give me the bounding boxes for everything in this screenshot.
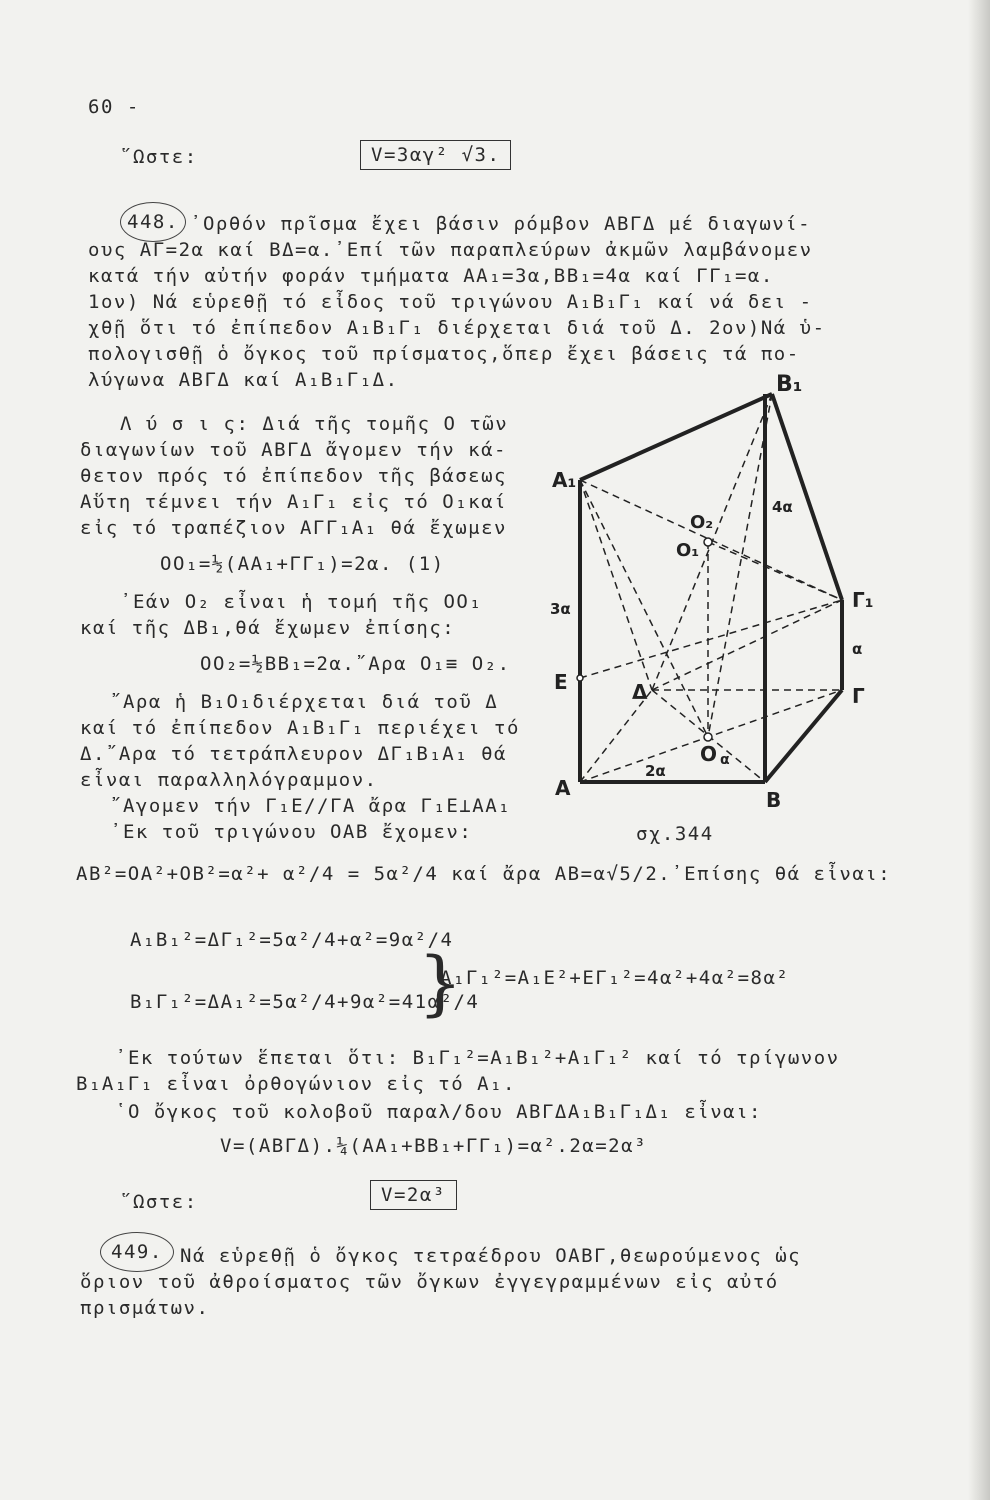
page-number: 60 - (88, 96, 140, 118)
problem-449-number (100, 1240, 174, 1264)
page-edge-shadow (968, 0, 990, 1500)
label-O1: O₁ (676, 540, 700, 561)
label-O: O (700, 742, 718, 766)
solution-line: ᾿Εάν Ο₂ εἶναι ἡ τομή τῆς ΟΟ₁ (120, 591, 483, 613)
label-E: E (554, 670, 568, 694)
label-B1: B₁ (776, 372, 803, 397)
problem-449-line: Νά εὑρεθῇ ὁ ὄγκος τετραέδρου ΟΑΒΓ,θεωρούμενος ὡς (180, 1245, 802, 1267)
problem-448-line: 1ον) Νά εὑρεθῇ τό εἶδος τοῦ τριγώνου Α₁Β₁Γ₁ καί νά δει - (88, 291, 813, 313)
equation-a1g1: Α₁Γ₁²=Α₁Ε²+ΕΓ₁²=4α²+4α²=8α² (440, 967, 790, 989)
problem-448-line: κατά τήν αὐτήν φοράν τμήματα ΑΑ₁=3α,ΒΒ₁=4α καί ΓΓ₁=α. (88, 265, 774, 287)
problem-448-line: ᾿Ορθόν πρῖσμα ἔχει βάσιν ρόμβον ΑΒΓΔ μέ διαγωνί- (190, 213, 812, 235)
problem-448-line: ους ΑΓ=2α καί ΒΔ=α.᾿Επί τῶν παραπλεύρων ἀκμῶν λαμβάνομεν (88, 239, 813, 261)
label-A1: A₁ (552, 468, 577, 492)
equation-b1g1: Β₁Γ₁²=ΔΑ₁²=5α²/4+9α²=41α²/4 (130, 991, 480, 1013)
solution-line: Δ.῎Αρα τό τετράπλευρον ΔΓ₁Β₁Α₁ θά (80, 743, 507, 765)
brace: } (418, 942, 463, 1024)
label-D: Δ (632, 680, 648, 704)
solution-line: ᾿Εκ τοῦ τριγώνου ΟΑΒ ἔχομεν: (110, 821, 473, 843)
figure-caption: σχ.344 (636, 823, 714, 845)
label-2a: 2α (645, 762, 666, 780)
equation-oo1: ΟΟ₁=½(ΑΑ₁+ΓΓ₁)=2α. (1) (160, 553, 445, 575)
label-a: α (852, 640, 863, 658)
volume-equation: V=(ΑΒΓΔ).¼(ΑΑ₁+ΒΒ₁+ΓΓ₁)=α².2α=2α³ (220, 1135, 647, 1157)
label-B: B (766, 788, 782, 812)
equation-oo2: ΟΟ₂=½ΒΒ₁=2α.῎Αρα Ο₁≡ Ο₂. (200, 653, 511, 675)
solution-line: Αὕτη τέμνει τήν Α₁Γ₁ εἰς τό Ο₁καί (80, 491, 507, 513)
equation-ab: ΑΒ²=ΟΑ²+ΟΒ²=α²+ α²/4 = 5α²/4 καί ἄρα ΑΒ=α√5/2.᾿Επίσης θά εἶναι: (76, 863, 892, 885)
solution-line: διαγωνίων τοῦ ΑΒΓΔ ἄγομεν τήν κά- (80, 439, 507, 461)
problem-448-line: πολογισθῇ ὁ ὄγκος τοῦ πρίσματος,ὅπερ ἔχει βάσεις τά πο- (88, 343, 800, 365)
label-G1: Γ₁ (852, 588, 874, 612)
solution-line: Λ ύ σ ι ς: Διά τῆς τομῆς Ο τῶν (120, 413, 509, 435)
volume-line: ῾Ο ὄγκος τοῦ κολοβοῦ παραλ/δου ΑΒΓΔΑ₁Β₁Γ₁Δ₁ εἶναι: (115, 1101, 762, 1123)
label-3a: 3α (550, 600, 571, 618)
label-A: A (555, 776, 571, 800)
label-4a: 4α (772, 498, 793, 516)
problem-449-line: ὅριον τοῦ ἀθροίσματος τῶν ὄγκων ἐγγεγραμμένων εἰς αὐτό (80, 1271, 779, 1293)
solution-line: εἶναι παραλληλόγραμμον. (80, 769, 378, 791)
hoste-label: ῞Ωστε: (120, 146, 198, 168)
problem-448-line: λύγωνα ΑΒΓΔ καί Α₁Β₁Γ₁Δ. (88, 369, 399, 391)
problem-448-line: χθῇ ὅτι τό ἐπίπεδον Α₁Β₁Γ₁ διέρχεται διά τοῦ Δ. 2ον)Νά ὑ- (88, 317, 826, 339)
label-O2: O₂ (690, 512, 714, 533)
problem-number: 448. (120, 202, 186, 242)
problem-448-number (120, 210, 186, 234)
solution-line: καί τῆς ΔΒ₁,θά ἔχωμεν ἐπίσης: (80, 617, 456, 639)
hoste-label-2: ῞Ωστε: (120, 1191, 198, 1213)
solution-line: ῎Αρα ἡ Β₁Ο₁διέρχεται διά τοῦ Δ (110, 691, 499, 713)
conclusion-line-1: ᾿Εκ τούτων ἕπεται ὅτι: Β₁Γ₁²=Α₁Β₁²+Α₁Γ₁² καί τό τρίγωνον (115, 1047, 840, 1069)
label-G: Γ (852, 684, 865, 708)
solution-line: θετον πρός τό ἐπίπεδον τῆς βάσεως (80, 465, 507, 487)
solution-line: εἰς τό τραπέζιον ΑΓΓ₁Α₁ θά ἔχωμεν (80, 517, 507, 539)
equation-a1b1: Α₁Β₁²=ΔΓ₁²=5α²/4+α²=9α²/4 (130, 929, 454, 951)
solution-line: καί τό ἐπίπεδον Α₁Β₁Γ₁ περιέχει τό (80, 717, 520, 739)
label-a-bottom: α (720, 752, 730, 768)
problem-number: 449. (100, 1232, 174, 1272)
boxed-result: V=2α³ (370, 1180, 457, 1210)
solution-line: ῎Αγομεν τήν Γ₁Ε//ΓΑ ἄρα Γ₁Ε⊥ΑΑ₁ (110, 795, 512, 817)
problem-449-line: πρισμάτων. (80, 1297, 210, 1319)
boxed-formula-top: V=3αγ² √3. (360, 140, 511, 170)
conclusion-line-2: Β₁Α₁Γ₁ εἶναι ὀρθογώνιον εἰς τό Α₁. (76, 1073, 516, 1095)
